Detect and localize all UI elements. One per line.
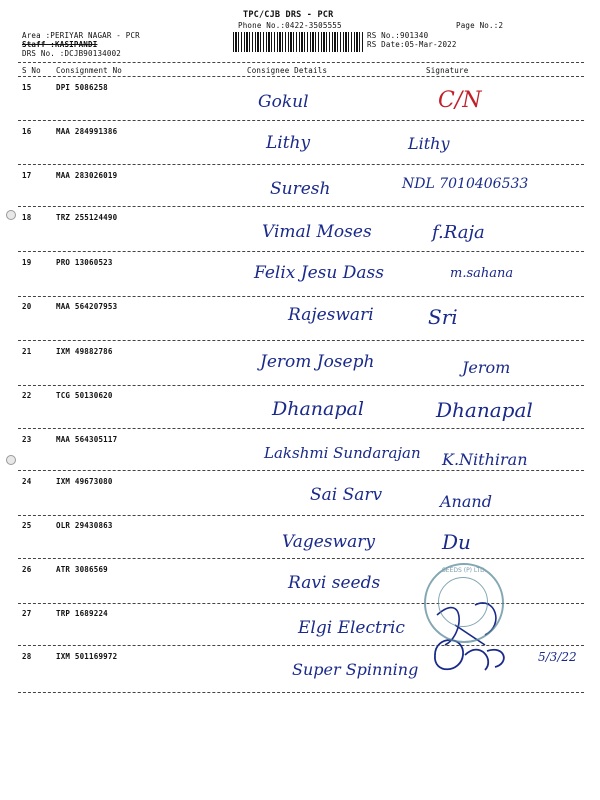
row-sno: 25 [22, 521, 32, 530]
row-signature: Sri [428, 305, 458, 329]
punch-hole [6, 210, 16, 220]
row-sno: 26 [22, 565, 32, 574]
row-signature: Lithy [408, 134, 450, 153]
divider [18, 76, 584, 77]
row-consignment: OLR 29430863 [56, 521, 113, 530]
row-consignee: Sai Sarv [310, 485, 383, 505]
punch-hole [6, 455, 16, 465]
row-sno: 27 [22, 609, 32, 618]
col-header-signature: Signature [426, 66, 469, 75]
row-consignment: PRO 13060523 [56, 258, 113, 267]
row-divider [18, 340, 584, 341]
row-signature: K.Nithiran [442, 450, 528, 469]
row-consignment: MAA 283026019 [56, 171, 118, 180]
divider [18, 62, 584, 63]
row-sno: 22 [22, 391, 32, 400]
col-header-sno: S No [22, 66, 41, 75]
row-consignment: ATR 3086569 [56, 565, 108, 574]
barcode [233, 32, 363, 52]
row-signature: C/N [438, 88, 482, 113]
row-consignee: Super Spinning [292, 660, 419, 679]
row-signature: Du [442, 530, 471, 554]
row-sno: 16 [22, 127, 32, 136]
row-divider [18, 428, 584, 429]
col-header-consignment: Consignment No [56, 66, 123, 75]
row-consignment: IXM 501169972 [56, 652, 118, 661]
area-label: Area :PERIYAR NAGAR - PCR [22, 31, 140, 40]
row-sno: 19 [22, 258, 32, 267]
staff-label: Staff :KASIPANDI [22, 40, 98, 49]
row-consignment: MAA 564305117 [56, 435, 118, 444]
row-signature: f.Raja [432, 222, 485, 243]
row-signature: Jerom [462, 358, 511, 377]
row-consignee: Dhanapal [272, 398, 364, 420]
row-consignee: Rajeswari [288, 305, 374, 325]
row-consignee: Lakshmi Sundarajan [264, 444, 421, 462]
row-consignee: Suresh [270, 179, 331, 199]
row-consignee: Lithy [266, 133, 311, 153]
row-signature: Anand [440, 492, 492, 511]
stamp-text: SEEDS (P) LTD. [442, 567, 487, 574]
row-divider [18, 558, 584, 559]
row-sno: 21 [22, 347, 32, 356]
row-divider [18, 164, 584, 165]
row-consignee: Gokul [258, 92, 309, 112]
row-consignment: IXM 49882786 [56, 347, 113, 356]
row-divider [18, 692, 584, 693]
row-signature: NDL 7010406533 [402, 176, 529, 192]
row-divider [18, 385, 584, 386]
row-consignment: MAA 564207953 [56, 302, 118, 311]
row-consignee: Elgi Electric [298, 618, 405, 638]
row-divider [18, 206, 584, 207]
phone-number: Phone No.:0422-3505555 [238, 21, 342, 30]
row-divider [18, 470, 584, 471]
row-signature: m.sahana [450, 266, 514, 281]
row-sno: 20 [22, 302, 32, 311]
row-consignment: TCG 50130620 [56, 391, 113, 400]
row-divider [18, 120, 584, 121]
row-sno: 23 [22, 435, 32, 444]
row-consignee: Ravi seeds [288, 573, 381, 593]
row-consignment: IXM 49673080 [56, 477, 113, 486]
col-header-consignee: Consignee Details [247, 66, 328, 75]
row-sno: 17 [22, 171, 32, 180]
row-consignee: Vimal Moses [262, 222, 372, 242]
row-sno: 24 [22, 477, 32, 486]
drs-number: DRS No. :DCJB90134002 [22, 49, 122, 58]
company-stamp [424, 563, 504, 643]
row-consignment: TRP 1689224 [56, 609, 108, 618]
row-consignment: TRZ 255124490 [56, 213, 118, 222]
row-signature: 5/3/22 [538, 650, 577, 664]
row-divider [18, 251, 584, 252]
row-consignment: MAA 284991386 [56, 127, 118, 136]
page-number: Page No.:2 [456, 21, 504, 30]
rs-date: RS Date:05-Mar-2022 [367, 40, 457, 49]
row-signature: Dhanapal [436, 398, 533, 422]
row-consignee: Felix Jesu Dass [254, 263, 384, 283]
row-sno: 18 [22, 213, 32, 222]
row-consignment: DPI 5086258 [56, 83, 108, 92]
row-sno: 28 [22, 652, 32, 661]
document-title: TPC/CJB DRS - PCR [243, 10, 334, 20]
row-sno: 15 [22, 83, 32, 92]
row-consignee: Vageswary [282, 532, 375, 552]
row-consignee: Jerom Joseph [260, 352, 375, 372]
row-divider [18, 296, 584, 297]
rs-number: RS No.:901340 [367, 31, 429, 40]
row-divider [18, 515, 584, 516]
